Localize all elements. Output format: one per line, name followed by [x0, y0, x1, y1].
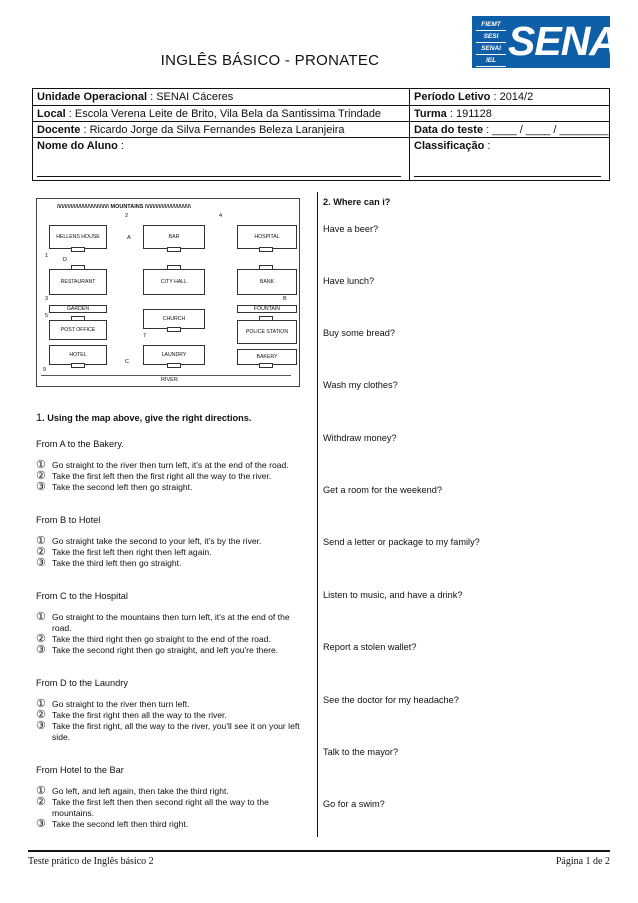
circle-num: ①	[36, 698, 46, 710]
map-letter-d: D	[63, 257, 67, 263]
map-num-2: 2	[125, 213, 129, 219]
town-map	[36, 198, 300, 387]
header-row-3	[33, 122, 609, 138]
q1-s2-opt1[interactable]	[36, 536, 306, 547]
map-post-office: POST OFFICE	[49, 320, 107, 340]
opt-text: Take the first right, all the way to the river, you'll see it on your left side.	[52, 721, 300, 742]
map-hospital: HOSPITAL	[237, 225, 297, 249]
class-line[interactable]	[414, 176, 601, 177]
q1-s1-title: From A to the Bakery.	[36, 439, 124, 449]
map-river-line	[41, 375, 291, 376]
map-door	[71, 363, 85, 368]
q2-item-5: Withdraw money?	[323, 433, 397, 443]
circle-num: ③	[36, 557, 46, 569]
q1-s2-opt3[interactable]	[36, 558, 306, 569]
page-title: INGLÊS BÁSICO - PRONATEC	[160, 52, 380, 69]
logo-brand: SENAI	[508, 18, 629, 64]
circle-num: ②	[36, 546, 46, 558]
map-mountains: /\/\/\/\/\/\/\/\/\/\/\/\/\/\/\/\/\ MOUNTAINS /\/\/\/\/\/\/\/\/\/\/\/\/\/\/\	[57, 204, 191, 210]
q2-item-2: Have lunch?	[323, 276, 375, 286]
opt-text: Take the first left then the first right all the way to the river.	[52, 471, 272, 481]
senai-logo	[472, 16, 629, 68]
logo-senai-small: SENAI	[476, 43, 506, 55]
q2-item-7: Send a letter or package to my family?	[323, 537, 480, 547]
map-door	[259, 363, 273, 368]
opt-text: Take the second left then third right.	[52, 819, 189, 829]
opt-text: Go left, and left again, then take the third right.	[52, 786, 229, 796]
map-letter-b: B	[283, 296, 287, 302]
docente-label: Docente	[37, 124, 81, 136]
q1-s3-title: From C to the Hospital	[36, 591, 128, 601]
logo-stack	[476, 19, 506, 67]
turma-value: : 191128	[446, 108, 492, 120]
nome-line[interactable]	[37, 176, 401, 177]
unidade-label: Unidade Operacional	[37, 91, 148, 103]
map-num-7: 7	[143, 333, 147, 339]
q1-s3-opt1[interactable]	[36, 612, 306, 634]
circle-num: ①	[36, 611, 46, 623]
circle-num: ①	[36, 459, 46, 471]
map-garden: GARDEN	[49, 305, 107, 313]
turma-label: Turma	[414, 108, 447, 120]
map-fountain: FOUNTAIN	[237, 305, 297, 313]
header-row-1	[33, 89, 609, 106]
footer-rule	[28, 850, 610, 852]
q1-s4-opt2[interactable]	[36, 710, 306, 721]
q1-s5-opt2[interactable]	[36, 797, 306, 819]
map-church: CHURCH	[143, 309, 205, 329]
q2-item-8: Listen to music, and have a drink?	[323, 590, 463, 600]
circle-num: ②	[36, 633, 46, 645]
map-hotel: HOTEL	[49, 345, 107, 365]
map-bakery: BAKERY	[237, 349, 297, 365]
q1-heading	[36, 413, 306, 424]
nome-label: Nome do Aluno	[37, 140, 118, 152]
q1-s1-opt1[interactable]	[36, 460, 306, 471]
logo-fiemt: FIEMT	[476, 19, 506, 31]
q1-section-3	[36, 591, 306, 656]
local-value: : Escola Verena Leite de Brito, Vila Bela da Santissima Trindade	[65, 108, 382, 120]
nome-value: :	[117, 140, 124, 152]
map-num-3: 3	[45, 296, 49, 302]
periodo-label: Período Letivo	[414, 91, 491, 103]
header-table	[32, 88, 610, 181]
q2-heading: 2. Where can i?	[323, 197, 391, 207]
map-hellens-house: HELLENS HOUSE	[49, 225, 107, 249]
opt-text: Take the third right then go straight to the end of the road.	[52, 634, 271, 644]
q1-s1-opt2[interactable]	[36, 471, 306, 482]
circle-num: ③	[36, 818, 46, 830]
opt-text: Take the second left then go straight.	[52, 482, 193, 492]
opt-text: Go straight to the river then turn left.	[52, 699, 190, 709]
map-bar: BAR	[143, 225, 205, 249]
q2-item-11: Talk to the mayor?	[323, 747, 399, 757]
docente-value: : Ricardo Jorge da Silva Fernandes Beleza Laranjeira	[80, 124, 345, 136]
map-laundry: LAUNDRY	[143, 345, 205, 365]
opt-text: Take the first left then right then left again.	[52, 547, 212, 557]
q1-s5-opt1[interactable]	[36, 786, 306, 797]
opt-text: Go straight to the mountains then turn left, it's at the end of the road.	[52, 612, 290, 633]
map-river: RIVER	[161, 377, 178, 383]
header-row-4	[33, 138, 609, 180]
map-letter-c: C	[125, 359, 129, 365]
q2-item-6: Get a room for the weekend?	[323, 485, 442, 495]
q1-section-1	[36, 439, 306, 493]
q1-s5-opt3[interactable]	[36, 819, 306, 830]
logo-iel: IEL	[476, 55, 506, 67]
footer-page-number: Página 1 de 2	[555, 856, 610, 867]
q1-heading-text: . Using the map above, give the right directions.	[42, 413, 252, 423]
map-letter-a: A	[127, 235, 131, 241]
map-door	[259, 247, 273, 252]
opt-text: Take the first left then then second right all the way to the mountains.	[52, 797, 269, 818]
data-value[interactable]: : ____ / ____ / ________	[483, 124, 609, 136]
q2-item-4: Wash my clothes?	[323, 380, 398, 390]
q2-item-9: Report a stolen wallet?	[323, 642, 417, 652]
q2-item-1: Have a beer?	[323, 224, 379, 234]
opt-text: Take the first right then all the way to the river.	[52, 710, 227, 720]
header-row-2	[33, 106, 609, 122]
q1-section-4	[36, 678, 306, 743]
q2-item-3: Buy some bread?	[323, 328, 396, 338]
q1-s5-title: From Hotel to the Bar	[36, 765, 124, 775]
periodo-value: : 2014/2	[490, 91, 534, 103]
circle-num: ②	[36, 796, 46, 808]
unidade-value: : SENAI Cáceres	[147, 91, 234, 103]
circle-num: ①	[36, 785, 46, 797]
circle-num: ②	[36, 709, 46, 721]
map-city-hall: CITY HALL	[143, 269, 205, 295]
q2-item-10: See the doctor for my headache?	[323, 695, 459, 705]
map-police-station: POLICE STATION	[237, 320, 297, 344]
q2-item-12: Go for a swim?	[323, 799, 385, 809]
data-label: Data do teste	[414, 124, 484, 136]
opt-text: Take the third left then go straight.	[52, 558, 182, 568]
map-bank: BANK	[237, 269, 297, 295]
circle-num: ③	[36, 481, 46, 493]
circle-num: ②	[36, 470, 46, 482]
map-restaurant: RESTAURANT	[49, 269, 107, 295]
map-door	[71, 247, 85, 252]
class-value: :	[484, 140, 491, 152]
map-num-1: 1	[45, 253, 49, 259]
q1-section-2	[36, 515, 306, 569]
circle-num: ①	[36, 535, 46, 547]
footer-left: Teste prático de Inglês básico 2	[28, 856, 154, 867]
q1-s4-opt1[interactable]	[36, 699, 306, 710]
map-door	[167, 363, 181, 368]
circle-num: ③	[36, 720, 46, 732]
q1-section-5	[36, 765, 306, 830]
opt-text: Go straight take the second to your left, it's by the river.	[52, 536, 262, 546]
q1-s3-opt2[interactable]	[36, 634, 306, 645]
map-num-5: 5	[45, 313, 49, 319]
opt-text: Go straight to the river then turn left, it's at the end of the road.	[52, 460, 289, 470]
logo-sesi: SESI	[476, 31, 506, 43]
class-label: Classificação	[414, 140, 485, 152]
q1-s3-opt3[interactable]	[36, 645, 306, 656]
q1-s2-opt2[interactable]	[36, 547, 306, 558]
q1-s4-title: From D to the Laundry	[36, 678, 128, 688]
map-num-9: 9	[43, 367, 47, 373]
q1-s4-opt3[interactable]	[36, 721, 306, 743]
q1-s2-title: From B to Hotel	[36, 515, 101, 525]
local-label: Local	[37, 108, 66, 120]
column-divider	[317, 192, 318, 837]
opt-text: Take the second right then go straight, and left you're there.	[52, 645, 279, 655]
q1-heading-num: 1	[36, 412, 43, 424]
map-door	[167, 327, 181, 332]
circle-num: ③	[36, 644, 46, 656]
map-num-4: 4	[219, 213, 223, 219]
q1-s1-opt3[interactable]	[36, 482, 306, 493]
map-door	[167, 247, 181, 252]
